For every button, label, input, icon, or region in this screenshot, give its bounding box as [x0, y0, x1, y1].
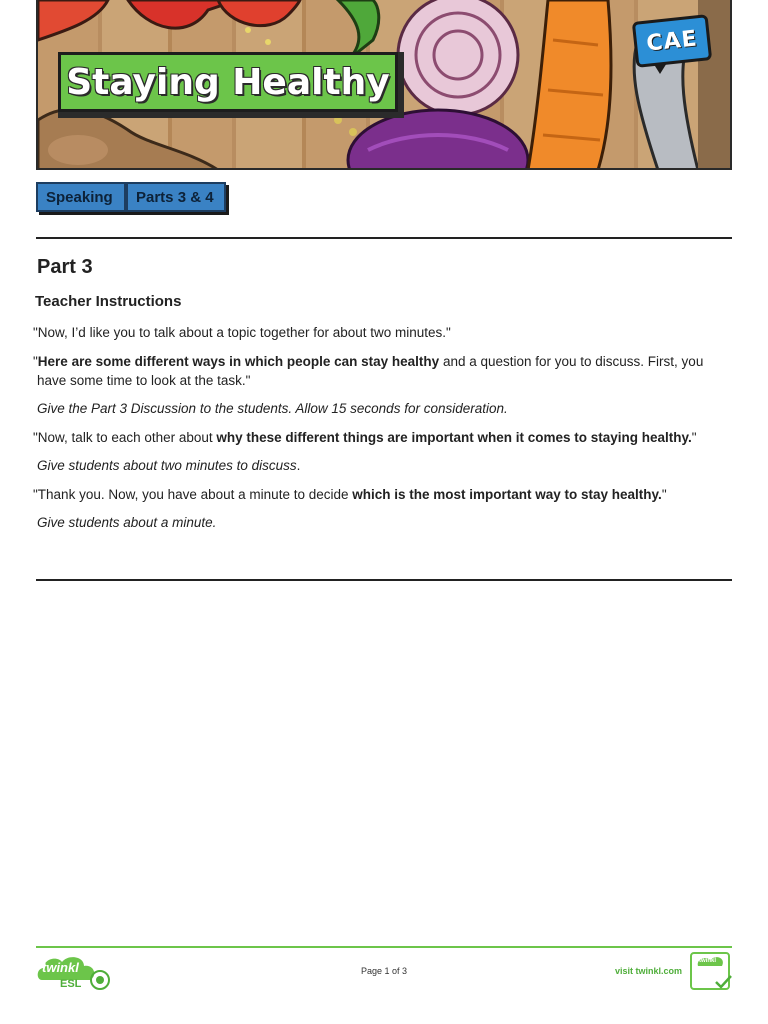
p2-bold: Here are some different ways in which people can stay healthy: [37, 354, 440, 369]
tab-speaking: [36, 182, 126, 212]
footer-divider: [36, 946, 732, 948]
p7-text: Give students about a minute.: [37, 515, 217, 530]
p1-text: "Now, I’d like you to talk about a topic together for about two minutes.": [33, 325, 451, 340]
instruction-paragraph-1: [33, 323, 723, 342]
p2-rest: and a question for you to discuss. First, you: [439, 354, 704, 369]
tab-parts: [126, 182, 226, 212]
p6-pre: "Thank you. Now, you have about a minute to decide: [33, 487, 353, 502]
p6-close: ": [661, 487, 667, 502]
header-banner: [36, 0, 732, 170]
level-badge: [632, 14, 712, 68]
instruction-paragraph-5: [37, 456, 727, 475]
p2-open-quote: ": [33, 354, 38, 369]
instruction-paragraph-3: [37, 399, 727, 418]
part-heading: Part 3: [37, 256, 93, 278]
p4-bold: why these different things are important when it comes to staying healthy.: [216, 430, 692, 445]
p3-text: Give the Part 3 Discussion to the students. Allow 15 seconds for consideration.: [37, 401, 508, 416]
tab-speaking-label: Speaking: [46, 188, 113, 206]
p6-bold: which is the most important way to stay healthy.: [352, 487, 662, 502]
visit-link[interactable]: visit twinkl.com: [614, 966, 682, 976]
p5-italic: Give students about two minutes to discuss: [37, 458, 297, 473]
twinkl-esl-logo: [36, 954, 112, 992]
approved-text: twinkl: [699, 958, 717, 964]
logo-subtext: ESL: [60, 978, 82, 990]
page-title: Staying Healthy: [66, 61, 390, 103]
instruction-paragraph-2: [33, 352, 723, 390]
bottom-divider: [36, 579, 732, 581]
p2-line2: have some time to look at the task.": [37, 373, 251, 388]
title-box: [58, 52, 404, 118]
instructions-heading: Teacher Instructions: [35, 293, 182, 310]
instruction-paragraph-7: [37, 513, 727, 532]
approved-badge: [690, 952, 732, 992]
page-number: Page 1 of 3: [360, 966, 408, 976]
top-divider: [36, 237, 732, 239]
level-badge-label: CAE: [645, 25, 699, 57]
p4-pre: "Now, talk to each other about: [33, 430, 217, 445]
instruction-paragraph-4: [33, 428, 723, 447]
instruction-paragraph-6: [33, 485, 723, 504]
logo-text: twinkl: [42, 960, 79, 975]
section-tabs: [36, 182, 226, 216]
p5-dot: .: [296, 458, 301, 473]
title-panel: [58, 52, 398, 112]
p4-close: ": [691, 430, 697, 445]
tab-parts-label: Parts 3 & 4: [136, 188, 214, 206]
